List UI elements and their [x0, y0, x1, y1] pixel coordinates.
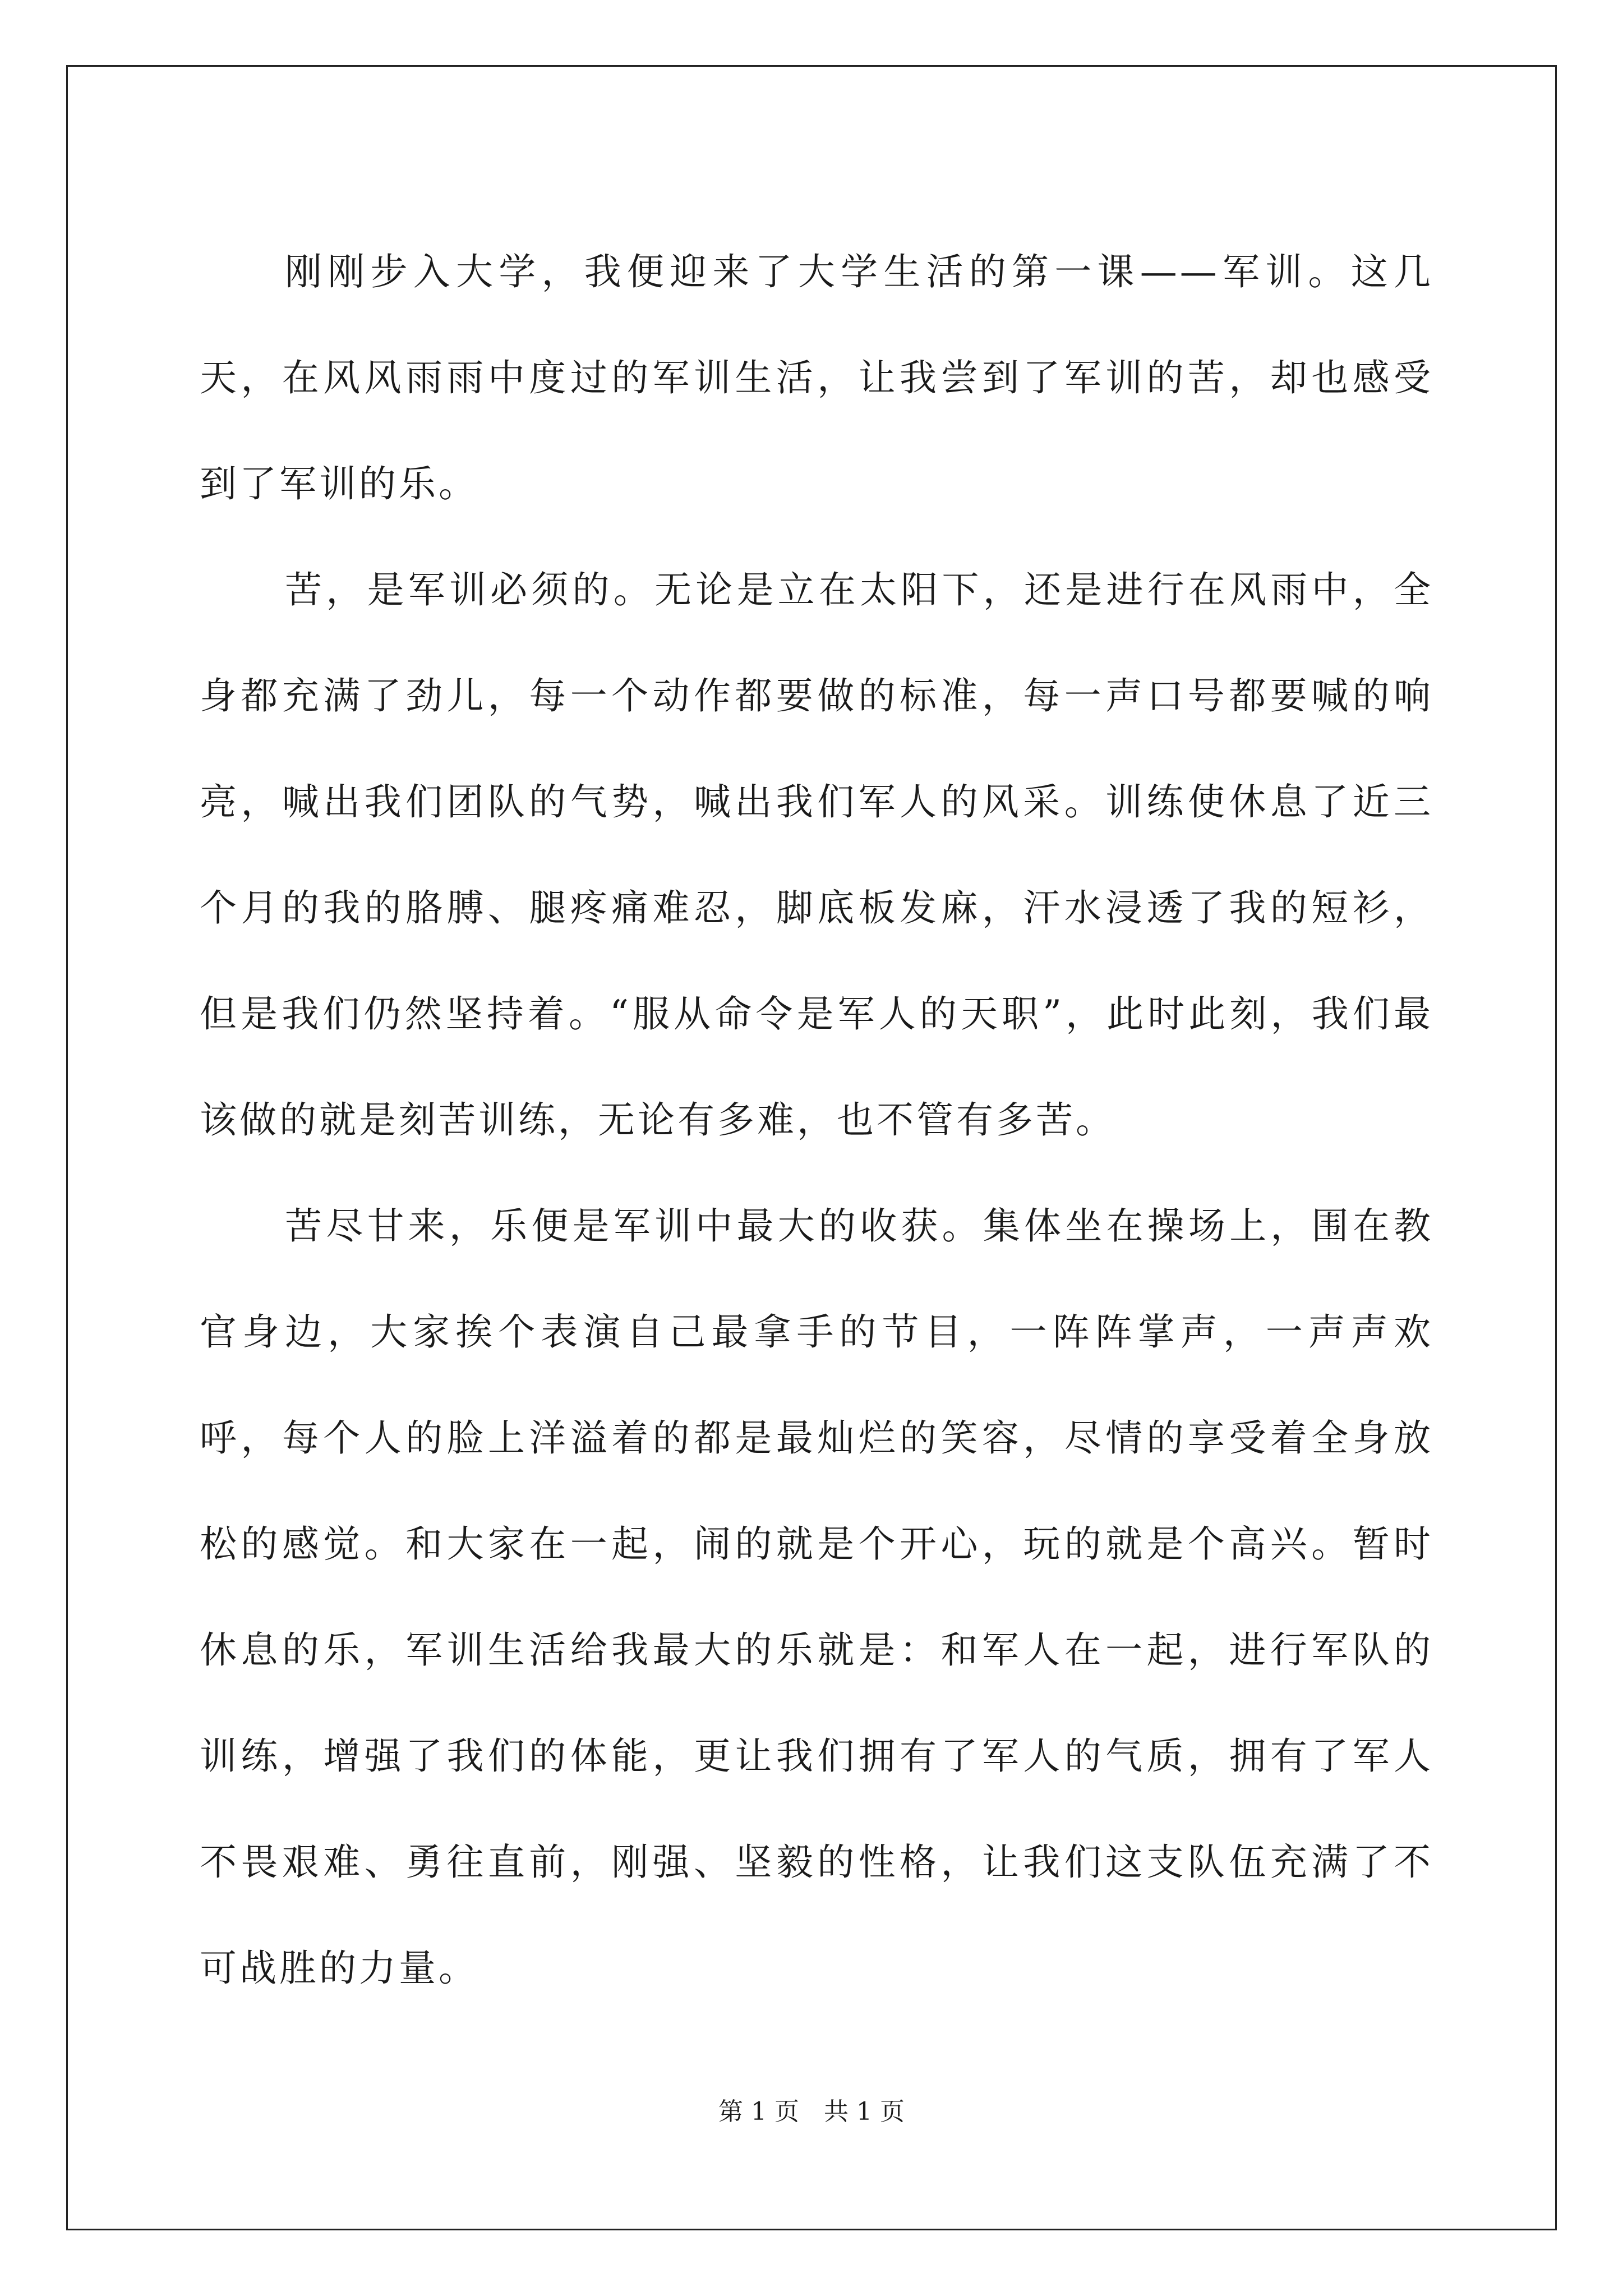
page-number-total: 共 1 页: [824, 2097, 905, 2126]
page-footer: [0, 2095, 1623, 2129]
paragraph-3: 苦尽甘来，乐便是军训中最大的收获。集体坐在操场上，围在教官身边，大家挨个表演自己最拿手的节目，一阵阵掌声，一声声欢呼，每个人的脸上洋溢着的都是最灿烂的笑容，尽情的享受着全身放松的感觉。和大家在一起，闹的就是个开心，玩的就是个高兴。暂时休息的乐，军训生活给我最大的乐就是：和军人在一起，进行军队的训练，增强了我们的体能，更让我们拥有了军人的气质，拥有了军人不畏艰难、勇往直前，刚强、坚毅的性格，让我们这支队伍充满了不可战胜的力量。: [200, 1204, 1433, 1990]
paragraph-1: 刚刚步入大学，我便迎来了大学生活的第一课——军训。这几天，在风风雨雨中度过的军训生活，让我尝到了军训的苦，却也感受到了军训的乐。: [200, 250, 1433, 505]
paragraph-2: 苦，是军训必须的。无论是立在太阳下，还是进行在风雨中，全身都充满了劲儿，每一个动作都要做的标准，每一声口号都要喊的响亮，喊出我们团队的气势，喊出我们军人的风采。训练使休息了近三个月的我的胳膊、腿疼痛难忍，脚底板发麻，汗水浸透了我的短衫，但是我们仍然坚持着。“服从命令是军人的天职”，此时此刻，我们最该做的就是刻苦训练，无论有多难，也不管有多苦。: [200, 568, 1433, 1142]
document-body: [200, 219, 1433, 2021]
page-number-current: 第 1 页: [718, 2097, 799, 2126]
